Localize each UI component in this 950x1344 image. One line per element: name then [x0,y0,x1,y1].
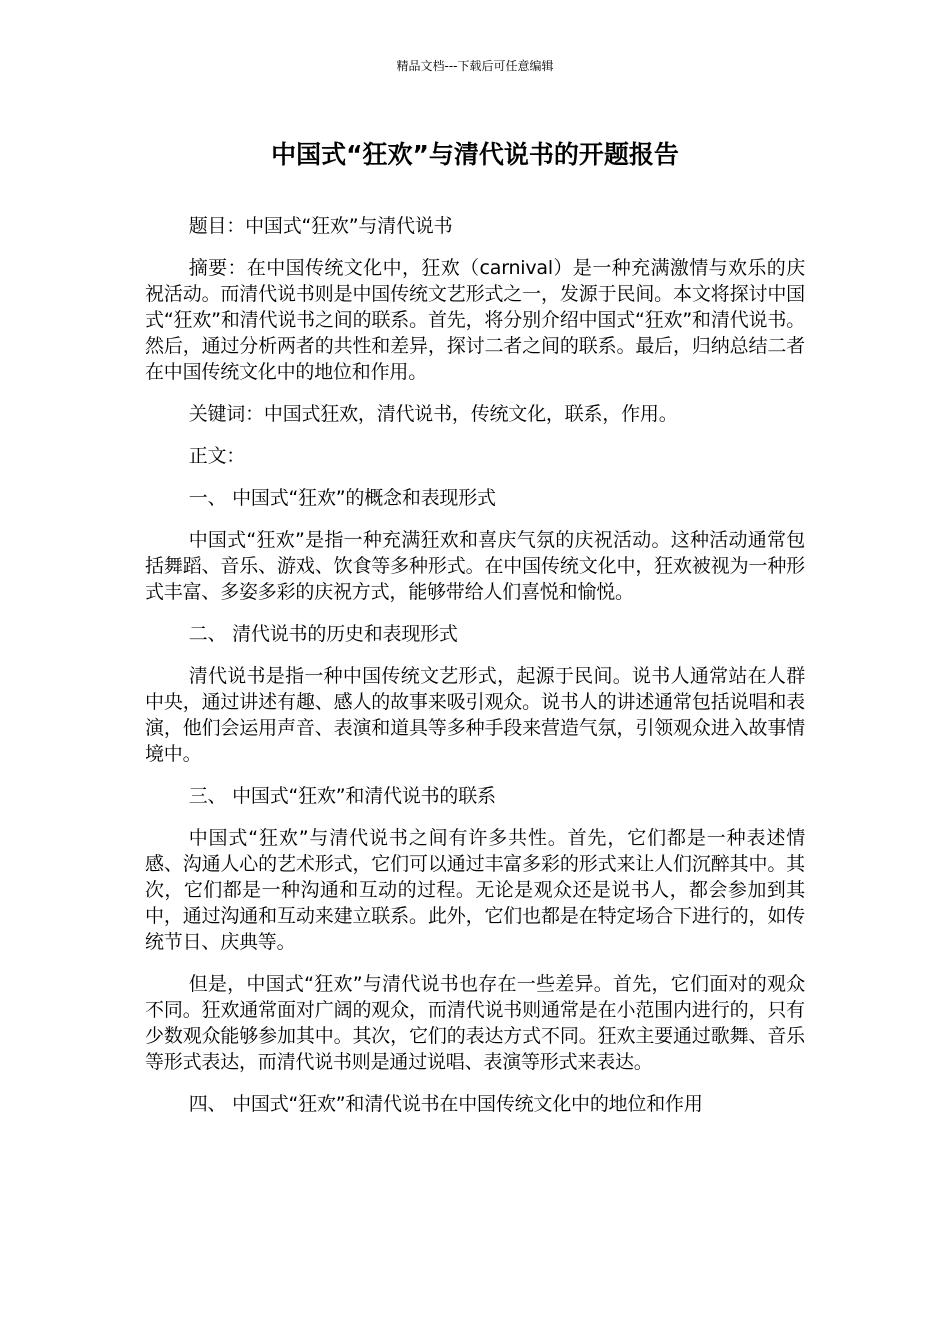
document-body [145,213,805,1133]
section-heading-1: 一、 中国式“狂欢”的概念和表现形式 [188,487,496,509]
section-heading-2: 二、 清代说书的历史和表现形式 [188,623,458,645]
body-label: 正文： [188,445,246,467]
page-header: 精品文档---下载后可任意编辑 [396,59,554,73]
abstract-paragraph: 摘要：在中国传统文化中，狂欢（carnival）是一种充满激情与欢乐的庆祝活动。而清代说书则是中国传统文艺形式之一，发源于民间。本文将探讨中国式“狂欢”和清代说书之间的联系。首先，将分别介绍中国式“狂欢”和清代说书。然后，通过分析两者的共性和差异，探讨二者之间的联系。最后，归纳总结二者在中国传统文化中的地位和作用。 [145,257,805,383]
section-3-paragraph-1: 中国式“狂欢”与清代说书之间有许多共性。首先，它们都是一种表述情感、沟通人心的艺术形式，它们可以通过丰富多彩的形式来让人们沉醉其中。其次，它们都是一种沟通和互动的过程。无论是观众还是说书人，都会参加到其中，通过沟通和互动来建立联系。此外，它们也都是在特定场合下进行的，如传统节日、庆典等。 [145,827,805,953]
topic-line: 题目：中国式“狂欢”与清代说书 [188,215,453,237]
document-title: 中国式“狂欢”与清代说书的开题报告 [271,140,679,169]
section-3-paragraph-2: 但是，中国式“狂欢”与清代说书也存在一些差异。首先，它们面对的观众不同。狂欢通常面对广阔的观众，而清代说书则通常是在小范围内进行的，只有少数观众能够参加其中。其次，它们的表达方式不同。狂欢主要通过歌舞、音乐等形式表达，而清代说书则是通过说唱、表演等形式来表达。 [145,973,805,1073]
section-1-paragraph: 中国式“狂欢”是指一种充满狂欢和喜庆气氛的庆祝活动。这种活动通常包括舞蹈、音乐、游戏、饮食等多种形式。在中国传统文化中，狂欢被视为一种形式丰富、多姿多彩的庆祝方式，能够带给人们喜悦和愉悦。 [145,529,805,603]
section-heading-3: 三、 中国式“狂欢”和清代说书的联系 [188,785,496,807]
keywords-line: 关键词：中国式狂欢，清代说书，传统文化，联系，作用。 [188,403,678,425]
section-heading-4: 四、 中国式“狂欢”和清代说书在中国传统文化中的地位和作用 [188,1093,703,1115]
section-2-paragraph: 清代说书是指一种中国传统文艺形式，起源于民间。说书人通常站在人群中央，通过讲述有趣、感人的故事来吸引观众。说书人的讲述通常包括说唱和表演，他们会运用声音、表演和道具等多种手段来营造气氛，引领观众进入故事情境中。 [145,665,805,765]
